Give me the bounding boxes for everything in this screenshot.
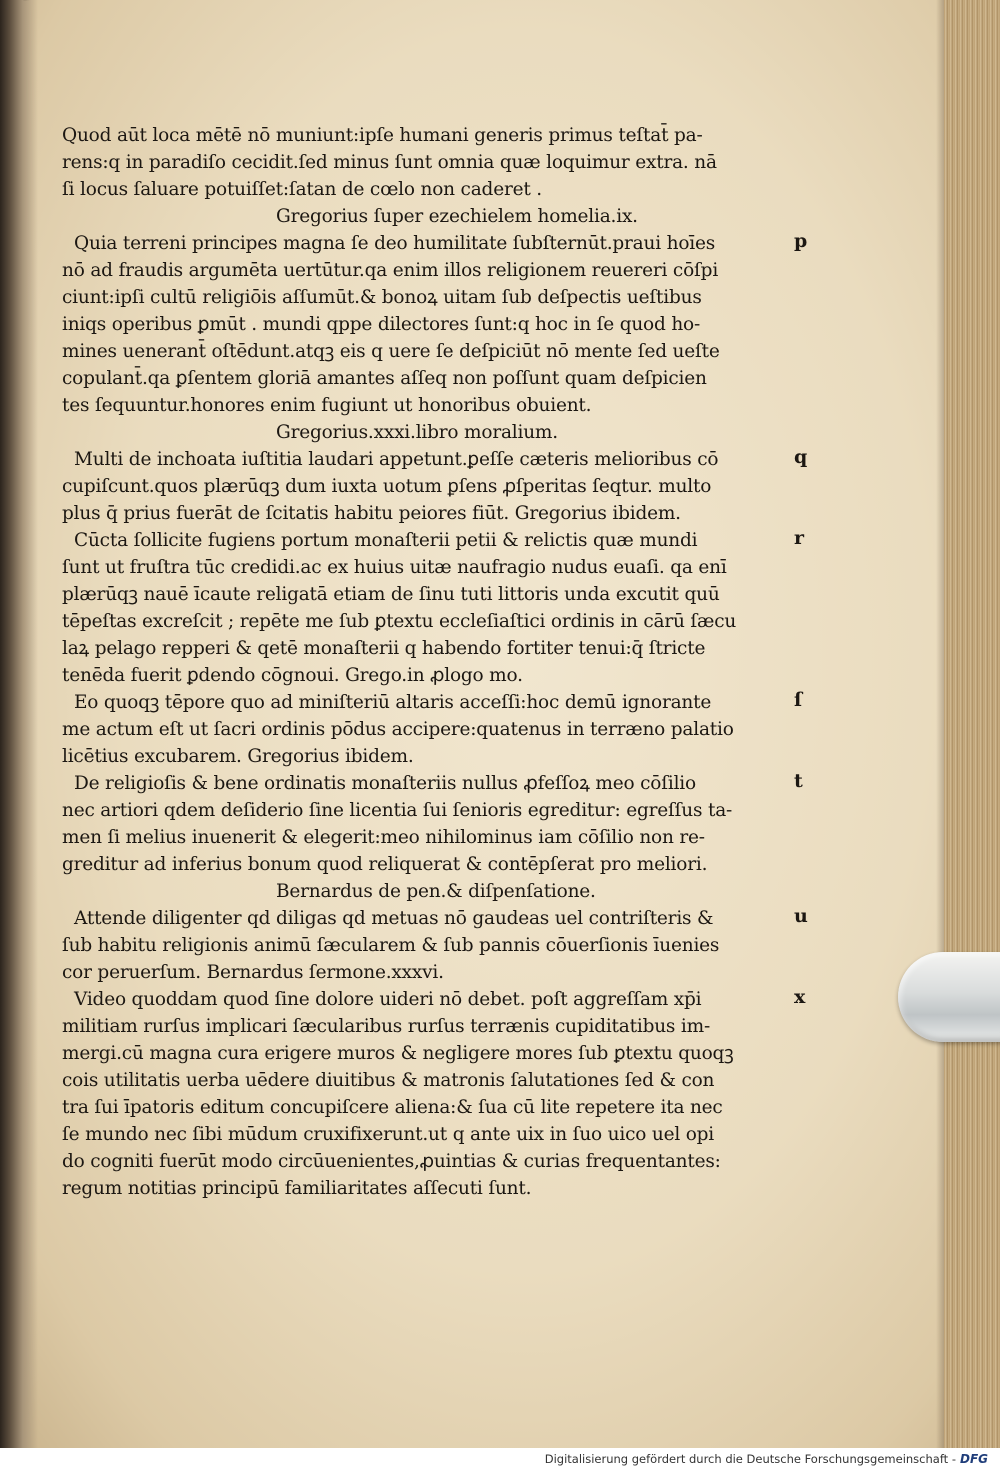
section-heading: Bernardus de pen.& diſpenſatione. [276, 881, 596, 902]
margin-letter: t [794, 770, 803, 792]
footer-credit: Digitalisierung gefördert durch die Deutsche Forschungsgemeinschaft - [544, 1452, 956, 1466]
margin-letter: ſ [794, 689, 803, 711]
page-fore-edge [944, 0, 1000, 1448]
text-line: iniqs operibus ꝑmūt . mundi qppe dilectores ſunt:q hoc in ſe quod ho- [62, 314, 701, 335]
text-line: tra ſui īpatoris editum concupiſcere aliena:& ſua cū lite repetere ita nec [62, 1097, 723, 1118]
margin-letter: p [794, 230, 808, 252]
text-line: men ſi melius inuenerit & elegerit:meo nihilominus iam cōſilio non re- [62, 827, 705, 848]
text-line: De religioſis & bene ordinatis monaſteriis nullus ꝓfeſſoꝝ meo cōſilio [74, 773, 696, 794]
text-line: rens:q in paradiſo cecidit.ſed minus ſunt omnia quæ loquimur extra. nā [62, 152, 717, 173]
text-line: mines uenerant̄ oſtēdunt.atqꝫ eis q uere ſe deſpiciūt nō mente ſed ueſte [62, 341, 720, 362]
text-line: Multi de inchoata iuſtitia laudari appetunt.ꝑeſſe cæteris melioribus cō [74, 449, 719, 470]
text-line: Cūcta ſollicite fugiens portum monaſterii petii & relictis quæ mundi [74, 530, 698, 551]
text-line: greditur ad inferius bonum quod reliquerat & contēpſerat pro meliori. [62, 854, 708, 875]
text-line: Quod aūt loca mētē nō muniunt:ipſe humani generis primus teſtat̄ pa- [62, 125, 703, 146]
text-line: ſi locus ſaluare potuiſſet:ſatan de cœlo non caderet . [62, 179, 542, 200]
text-line: tes ſequuntur.honores enim fugiunt ut honoribus obuient. [62, 395, 592, 416]
text-line: nō ad fraudis argumēta uertūtur.qa enim illos religionem reuereri cōſpi [62, 260, 719, 281]
book-page [4, 0, 952, 1448]
text-line: Video quoddam quod ſine dolore uideri nō debet. poſt aggreſſam xp̄i [74, 989, 702, 1010]
text-line: licētius excubarem. Gregorius ibidem. [62, 746, 414, 767]
text-line: ciunt:ipſi cultū religiōis aſſumūt.& bonoꝝ uitam ſub deſpectis ueſtibus [62, 287, 702, 308]
section-heading: Gregorius.xxxi.libro moralium. [276, 422, 558, 443]
text-block [62, 122, 822, 1202]
text-line: ſub habitu religionis animū ſæcularem & ſub pannis cōuerſionis īuenies [62, 935, 720, 956]
text-line: militiam rurſus implicari ſæcularibus rurſus terrænis cupiditatibus im- [62, 1016, 711, 1037]
text-line: cupiſcunt.quos plærūqꝫ dum iuxta uotum ꝑſens ꝓſperitas ſeqtur. multo [62, 476, 712, 497]
text-line: Quia terreni principes magna ſe deo humilitate ſubſternūt.praui hoīes [74, 233, 716, 254]
text-line: plus q̄ prius fuerāt de ſcitatis habitu peiores fiūt. Gregorius ibidem. [62, 503, 681, 524]
margin-letter: u [794, 905, 808, 927]
text-line: cor peruerſum. Bernardus ſermone.xxxvi. [62, 962, 444, 983]
text-line: Eo quoqꝫ tēpore quo ad miniſteriū altaris acceſſi:hoc demū ignorante [74, 692, 712, 713]
text-line: copulant̄.qa ꝑſentem gloriā amantes aſſeq non poſſunt quam deſpicien [62, 368, 707, 389]
text-line: mergi.cū magna cura erigere muros & negligere mores ſub ꝑtextu quoqꝫ [62, 1043, 734, 1064]
text-line: me actum eſt ut ſacri ordinis pōdus accipere:quatenus in terræno palatio [62, 719, 734, 740]
text-line: do cogniti fuerūt modo circūuenientes,ꝓuintias & curias frequentantes: [62, 1151, 721, 1172]
margin-letter: x [794, 986, 806, 1008]
page-clip [898, 952, 1000, 1042]
footer-bar [0, 1448, 1000, 1471]
text-line: tenēda fuerit ꝑdendo cōgnoui. Grego.in ꝓlogo mo. [62, 665, 523, 686]
margin-letter: r [794, 527, 805, 549]
book-gutter [0, 0, 38, 1448]
text-line: ſe mundo nec ſibi mūdum cruxifixerunt.ut q ante uix in ſuo uico uel opi [62, 1124, 715, 1145]
text-line: tēpeſtas excreſcit ; repēte me ſub ꝑtextu eccleſiaſtici ordinis in cārū ſæcu [62, 611, 737, 632]
dfg-logo: DFG [960, 1452, 989, 1466]
text-line: plærūqꝫ nauē īcaute religatā etiam de ſinu tuti littoris unda excutit quū [62, 584, 720, 605]
text-line: regum notitias principū familiaritates aſſecuti ſunt. [62, 1178, 532, 1199]
text-line: Attende diligenter qd diligas qd metuas nō gaudeas uel contriſteris & [74, 908, 714, 929]
section-heading: Gregorius ſuper ezechielem homelia.ix. [276, 206, 638, 227]
text-line: ſunt ut fruſtra tūc credidi.ac ex huius uitæ naufragio nudus euaſi. qa enī [62, 557, 727, 578]
margin-letter: q [794, 446, 808, 468]
text-line: laꝝ pelago repperi & qetē monaſterii q habendo fortiter tenui:q̄ ſtricte [62, 638, 706, 659]
text-line: cois utilitatis uerba uēdere diuitibus & matronis ſalutationes ſed & con [62, 1070, 715, 1091]
text-line: nec artiori qdem deſiderio ſine licentia ſui ſenioris egreditur: egreſſus ta- [62, 800, 733, 821]
